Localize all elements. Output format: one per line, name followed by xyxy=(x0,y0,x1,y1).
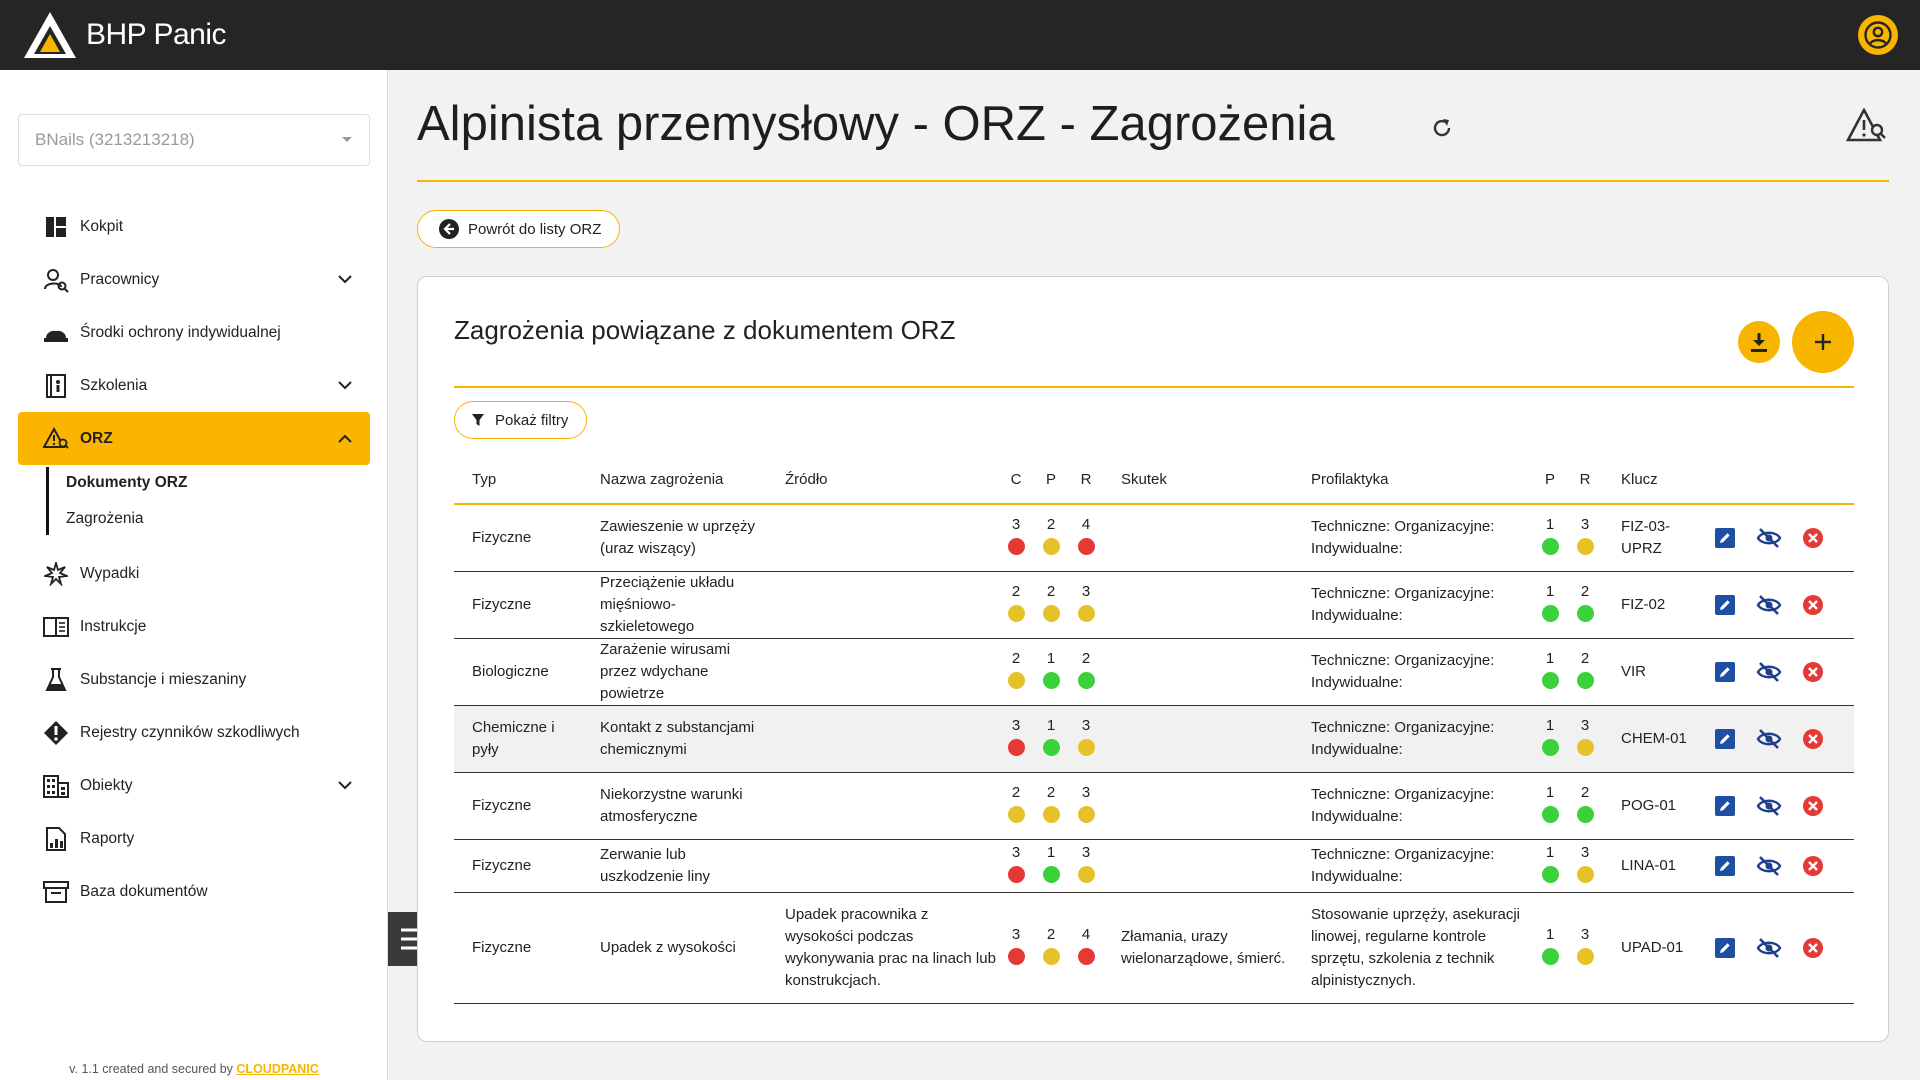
hide-button[interactable] xyxy=(1756,659,1782,685)
cell-r xyxy=(1069,892,1103,1003)
header-profilaktyka[interactable]: Profilaktyka xyxy=(1293,455,1533,504)
risk-dot-p xyxy=(1043,806,1060,823)
sidebar-item-substancje[interactable] xyxy=(18,653,370,706)
sidebar-item-label: Wypadki xyxy=(80,564,140,582)
edit-button[interactable] xyxy=(1712,525,1738,551)
edit-button[interactable] xyxy=(1712,726,1738,752)
cell-r-residual xyxy=(1567,839,1603,892)
value-r-residual: 3 xyxy=(1580,716,1590,734)
cell-profilaktyka: Stosowanie uprzęży, asekuracji linowej, regularne kontrole sprzętu, szkolenia z technik alpinistycznych. xyxy=(1293,892,1533,1003)
threats-card xyxy=(417,276,1889,1042)
value-p: 1 xyxy=(1046,649,1056,667)
cell-p-residual xyxy=(1533,705,1567,772)
risk-dot-p xyxy=(1043,672,1060,689)
cell-actions xyxy=(1688,772,1854,839)
sidebar-item-kokpit[interactable] xyxy=(18,200,370,253)
row-actions xyxy=(1706,659,1854,685)
row-actions xyxy=(1706,793,1854,819)
chevron-down-icon xyxy=(338,275,352,284)
header-zrodlo[interactable]: Źródło xyxy=(767,455,999,504)
sidebar-item-label: Pracownicy xyxy=(80,270,160,288)
cell-typ: Biologiczne xyxy=(454,638,582,705)
risk-dot-r-residual xyxy=(1577,739,1594,756)
risk-dot-p-residual xyxy=(1542,605,1559,622)
cell-actions xyxy=(1688,892,1854,1003)
table-row xyxy=(454,705,1854,772)
arrow-left-circle-icon xyxy=(438,218,460,240)
refresh-icon[interactable] xyxy=(1430,116,1454,140)
sidebar-item-orz[interactable] xyxy=(18,412,370,465)
cell-r-residual xyxy=(1567,772,1603,839)
cell-nazwa: Niekorzystne warunki atmosferyczne xyxy=(582,772,767,839)
header-r-residual[interactable]: R xyxy=(1567,455,1603,504)
eye-off-icon xyxy=(1756,594,1782,616)
archive-icon xyxy=(42,878,70,906)
submenu-item-dokumenty-orz[interactable]: Dokumenty ORZ xyxy=(66,474,188,491)
row-actions xyxy=(1706,592,1854,618)
close-circle-icon xyxy=(1802,795,1824,817)
orz-submenu xyxy=(18,465,370,537)
cell-skutek: Złamania, urazy wielonarządowe, śmierć. xyxy=(1103,892,1293,1003)
value-r-residual: 3 xyxy=(1580,843,1590,861)
risk-dot-p xyxy=(1043,739,1060,756)
cell-p-residual xyxy=(1533,571,1567,638)
sidebar-item-label: Raporty xyxy=(80,829,135,847)
row-actions xyxy=(1706,853,1854,879)
risk-dot-r xyxy=(1078,866,1095,883)
risk-dot-c xyxy=(1008,672,1025,689)
cell-klucz: VIR xyxy=(1603,638,1688,705)
cell-actions xyxy=(1688,504,1854,571)
edit-icon xyxy=(1715,662,1735,682)
hide-button[interactable] xyxy=(1756,525,1782,551)
cell-typ: Chemiczne i pyły xyxy=(454,705,582,772)
threats-table xyxy=(454,455,1854,1004)
caret-down-icon xyxy=(341,136,353,144)
cell-klucz: POG-01 xyxy=(1603,772,1688,839)
edit-icon xyxy=(1715,528,1735,548)
header-r[interactable]: R xyxy=(1069,455,1103,504)
cloudpanic-link[interactable]: CLOUDPANIC xyxy=(236,1062,319,1076)
row-actions xyxy=(1706,935,1854,961)
accident-icon xyxy=(42,560,70,588)
back-button-label: Powrót do listy ORZ xyxy=(468,220,602,238)
sidebar-item-label: Substancje i mieszaniny xyxy=(80,670,247,688)
value-r: 4 xyxy=(1081,925,1091,943)
user-account-button[interactable] xyxy=(1858,15,1898,55)
value-p-residual: 1 xyxy=(1545,925,1555,943)
table-header-row xyxy=(454,455,1854,504)
edit-button[interactable] xyxy=(1712,793,1738,819)
sidebar-item-rejestry[interactable] xyxy=(18,706,370,759)
helmet-icon xyxy=(42,319,70,347)
edit-icon xyxy=(1715,938,1735,958)
value-p: 2 xyxy=(1046,783,1056,801)
delete-button[interactable] xyxy=(1800,592,1826,618)
cell-r-residual xyxy=(1567,504,1603,571)
header-p[interactable]: P xyxy=(1033,455,1069,504)
top-bar xyxy=(0,0,1920,70)
sidebar-item-srodki-ochrony[interactable] xyxy=(18,306,370,359)
edit-button[interactable] xyxy=(1712,592,1738,618)
row-actions xyxy=(1706,525,1854,551)
header-klucz[interactable]: Klucz xyxy=(1603,455,1688,504)
risk-dot-c xyxy=(1008,948,1025,965)
cell-profilaktyka: Techniczne: Organizacyjne: Indywidualne: xyxy=(1293,571,1533,638)
training-book-icon xyxy=(42,372,70,400)
sidebar-item-instrukcje[interactable] xyxy=(18,600,370,653)
risk-dot-c xyxy=(1008,806,1025,823)
sidebar-item-label: Szkolenia xyxy=(80,376,148,394)
value-r: 3 xyxy=(1081,716,1091,734)
cell-p xyxy=(1033,839,1069,892)
cell-profilaktyka: Techniczne: Organizacyjne: Indywidualne: xyxy=(1293,839,1533,892)
cell-p xyxy=(1033,892,1069,1003)
risk-dot-r-residual xyxy=(1577,948,1594,965)
sidebar-item-label: Obiekty xyxy=(80,776,133,794)
sidebar-nav xyxy=(18,200,370,918)
company-select[interactable] xyxy=(18,114,370,166)
cell-p xyxy=(1033,504,1069,571)
risk-dot-p xyxy=(1043,605,1060,622)
hide-button[interactable] xyxy=(1756,592,1782,618)
card-title: Zagrożenia powiązane z dokumentem ORZ xyxy=(454,315,956,345)
header-nazwa[interactable]: Nazwa zagrożenia xyxy=(582,455,767,504)
eye-off-icon xyxy=(1756,527,1782,549)
cell-typ: Fizyczne xyxy=(454,571,582,638)
table-body xyxy=(454,504,1854,1003)
warning-icon xyxy=(42,425,70,453)
risk-dot-p xyxy=(1043,948,1060,965)
cell-r-residual xyxy=(1567,571,1603,638)
page-title: Alpinista przemysłowy - ORZ - Zagrożenia xyxy=(417,97,1335,151)
value-r: 3 xyxy=(1081,843,1091,861)
table-row xyxy=(454,839,1854,892)
close-circle-icon xyxy=(1802,937,1824,959)
cell-c xyxy=(999,839,1033,892)
delete-button[interactable] xyxy=(1800,659,1826,685)
value-r-residual: 2 xyxy=(1580,582,1590,600)
eye-off-icon xyxy=(1756,728,1782,750)
eye-off-icon xyxy=(1756,855,1782,877)
close-circle-icon xyxy=(1802,527,1824,549)
eye-off-icon xyxy=(1756,795,1782,817)
header-actions xyxy=(1688,455,1854,504)
sidebar-item-pracownicy[interactable] xyxy=(18,253,370,306)
cell-profilaktyka: Techniczne: Organizacyjne: Indywidualne: xyxy=(1293,772,1533,839)
download-icon xyxy=(1749,331,1769,353)
cell-r xyxy=(1069,504,1103,571)
show-filters-button[interactable] xyxy=(454,401,587,439)
risk-dot-p-residual xyxy=(1542,672,1559,689)
sidebar-item-wypadki[interactable] xyxy=(18,547,370,600)
risk-dot-r-residual xyxy=(1577,605,1594,622)
value-p: 2 xyxy=(1046,582,1056,600)
cell-zrodlo xyxy=(767,504,999,571)
risk-dot-p-residual xyxy=(1542,538,1559,555)
sidebar-item-label: Środki ochrony indywidualnej xyxy=(80,323,281,341)
risk-dot-p-residual xyxy=(1542,739,1559,756)
cell-skutek xyxy=(1103,839,1293,892)
close-circle-icon xyxy=(1802,594,1824,616)
risk-dot-r-residual xyxy=(1577,538,1594,555)
risk-dot-r xyxy=(1078,538,1095,555)
building-icon xyxy=(42,772,70,800)
value-c: 3 xyxy=(1011,843,1021,861)
cell-r xyxy=(1069,772,1103,839)
eye-off-icon xyxy=(1756,661,1782,683)
hide-button[interactable] xyxy=(1756,726,1782,752)
risk-dot-c xyxy=(1008,739,1025,756)
filter-icon xyxy=(471,413,485,427)
version-footer xyxy=(0,1062,388,1076)
cell-klucz: UPAD-01 xyxy=(1603,892,1688,1003)
cell-r-residual xyxy=(1567,705,1603,772)
cell-p-residual xyxy=(1533,839,1567,892)
value-r-residual: 2 xyxy=(1580,649,1590,667)
delete-button[interactable] xyxy=(1800,525,1826,551)
cell-klucz: FIZ-02 xyxy=(1603,571,1688,638)
add-threat-button[interactable] xyxy=(1792,311,1854,373)
header-skutek[interactable]: Skutek xyxy=(1103,455,1293,504)
sidebar-item-label: ORZ xyxy=(80,429,113,447)
delete-button[interactable] xyxy=(1800,853,1826,879)
book-open-icon xyxy=(42,613,70,641)
close-circle-icon xyxy=(1802,728,1824,750)
users-search-icon xyxy=(42,266,70,294)
value-p-residual: 1 xyxy=(1545,783,1555,801)
cell-r xyxy=(1069,839,1103,892)
sidebar-item-baza-dokumentow[interactable] xyxy=(18,865,370,918)
hide-button[interactable] xyxy=(1756,793,1782,819)
edit-button[interactable] xyxy=(1712,659,1738,685)
risk-dot-p-residual xyxy=(1542,948,1559,965)
cell-nazwa: Zawieszenie w uprzęży (uraz wiszący) xyxy=(582,504,767,571)
sidebar-item-label: Instrukcje xyxy=(80,617,147,635)
risk-dot-r xyxy=(1078,948,1095,965)
edit-button[interactable] xyxy=(1712,935,1738,961)
cell-skutek xyxy=(1103,772,1293,839)
cell-skutek xyxy=(1103,705,1293,772)
header-typ[interactable]: Typ xyxy=(454,455,582,504)
cell-typ: Fizyczne xyxy=(454,772,582,839)
cell-r-residual xyxy=(1567,638,1603,705)
risk-dot-r-residual xyxy=(1577,866,1594,883)
filter-button-label: Pokaż filtry xyxy=(495,411,569,429)
edit-icon xyxy=(1715,856,1735,876)
cell-p xyxy=(1033,772,1069,839)
company-select-value: BNails (3213213218) xyxy=(35,130,195,149)
risk-dot-p-residual xyxy=(1542,866,1559,883)
table-row xyxy=(454,892,1854,1003)
flask-icon xyxy=(42,666,70,694)
close-circle-icon xyxy=(1802,661,1824,683)
value-p: 1 xyxy=(1046,716,1056,734)
cell-c xyxy=(999,504,1033,571)
chevron-down-icon xyxy=(338,381,352,390)
risk-dot-c xyxy=(1008,866,1025,883)
value-r-residual: 3 xyxy=(1580,515,1590,533)
cell-nazwa: Kontakt z substancjami chemicznymi xyxy=(582,705,767,772)
cell-p-residual xyxy=(1533,504,1567,571)
value-c: 3 xyxy=(1011,925,1021,943)
cell-c xyxy=(999,772,1033,839)
cell-zrodlo xyxy=(767,772,999,839)
cell-r xyxy=(1069,571,1103,638)
risk-dot-r-residual xyxy=(1577,806,1594,823)
sidebar xyxy=(0,70,388,1080)
risk-dot-r xyxy=(1078,605,1095,622)
value-p-residual: 1 xyxy=(1545,716,1555,734)
submenu-item-zagrozenia[interactable]: Zagrożenia xyxy=(66,510,144,527)
cell-nazwa: Zarażenie wirusami przez wdychane powietrze xyxy=(582,638,767,705)
cell-actions xyxy=(1688,638,1854,705)
cell-zrodlo xyxy=(767,571,999,638)
edit-button[interactable] xyxy=(1712,853,1738,879)
cell-profilaktyka: Techniczne: Organizacyjne: Indywidualne: xyxy=(1293,504,1533,571)
risk-dot-p xyxy=(1043,538,1060,555)
chevron-down-icon xyxy=(338,781,352,790)
cell-actions xyxy=(1688,705,1854,772)
value-r-residual: 3 xyxy=(1580,925,1590,943)
sidebar-item-label: Kokpit xyxy=(80,217,124,235)
close-circle-icon xyxy=(1802,855,1824,877)
table-row xyxy=(454,571,1854,638)
logo-icon xyxy=(22,10,78,60)
cell-actions xyxy=(1688,839,1854,892)
cell-zrodlo: Upadek pracownika z wysokości podczas wykonywania prac na linach lub konstrukcjach. xyxy=(767,892,999,1003)
title-divider xyxy=(417,180,1889,182)
cell-nazwa: Upadek z wysokości xyxy=(582,892,767,1003)
risk-dot-c xyxy=(1008,605,1025,622)
card-divider xyxy=(454,386,1854,388)
dashboard-icon xyxy=(42,213,70,241)
cell-zrodlo xyxy=(767,705,999,772)
delete-button[interactable] xyxy=(1800,726,1826,752)
cell-p xyxy=(1033,638,1069,705)
eye-off-icon xyxy=(1756,937,1782,959)
edit-icon xyxy=(1715,729,1735,749)
cell-p xyxy=(1033,705,1069,772)
cell-c xyxy=(999,571,1033,638)
risk-dot-c xyxy=(1008,538,1025,555)
cell-r-residual xyxy=(1567,892,1603,1003)
alert-diamond-icon xyxy=(42,719,70,747)
value-r: 2 xyxy=(1081,649,1091,667)
value-r-residual: 2 xyxy=(1580,783,1590,801)
risk-dot-p-residual xyxy=(1542,806,1559,823)
cell-r xyxy=(1069,638,1103,705)
value-r: 4 xyxy=(1081,515,1091,533)
value-r: 3 xyxy=(1081,783,1091,801)
cell-c xyxy=(999,892,1033,1003)
table-row xyxy=(454,638,1854,705)
cell-p-residual xyxy=(1533,892,1567,1003)
cell-nazwa: Przeciążenie układu mięśniowo-szkieletowego xyxy=(582,571,767,638)
cell-c xyxy=(999,638,1033,705)
cell-p xyxy=(1033,571,1069,638)
risk-dot-r xyxy=(1078,672,1095,689)
cell-skutek xyxy=(1103,504,1293,571)
value-c: 2 xyxy=(1011,582,1021,600)
download-button[interactable] xyxy=(1738,321,1780,363)
delete-button[interactable] xyxy=(1800,935,1826,961)
cell-nazwa: Zerwanie lub uszkodzenie liny xyxy=(582,839,767,892)
value-r: 3 xyxy=(1081,582,1091,600)
app-logo[interactable] xyxy=(22,10,226,60)
cell-zrodlo xyxy=(767,638,999,705)
risk-dot-r xyxy=(1078,739,1095,756)
value-p: 1 xyxy=(1046,843,1056,861)
cell-typ: Fizyczne xyxy=(454,839,582,892)
row-actions xyxy=(1706,726,1854,752)
sidebar-item-szkolenia[interactable] xyxy=(18,359,370,412)
delete-button[interactable] xyxy=(1800,793,1826,819)
plus-icon xyxy=(1813,332,1833,352)
value-p-residual: 1 xyxy=(1545,843,1555,861)
cell-p-residual xyxy=(1533,638,1567,705)
risk-dot-r-residual xyxy=(1577,672,1594,689)
cell-klucz: CHEM-01 xyxy=(1603,705,1688,772)
sidebar-item-label: Rejestry czynników szkodliwych xyxy=(80,723,300,741)
cell-zrodlo xyxy=(767,839,999,892)
cell-profilaktyka: Techniczne: Organizacyjne: Indywidualne: xyxy=(1293,638,1533,705)
value-c: 2 xyxy=(1011,783,1021,801)
value-p: 2 xyxy=(1046,515,1056,533)
value-p: 2 xyxy=(1046,925,1056,943)
table-row xyxy=(454,772,1854,839)
warning-search-icon[interactable] xyxy=(1846,108,1888,144)
sidebar-item-obiekty[interactable] xyxy=(18,759,370,812)
value-p-residual: 1 xyxy=(1545,649,1555,667)
app-name: BHP Panic xyxy=(86,18,227,51)
hide-button[interactable] xyxy=(1756,935,1782,961)
cell-p-residual xyxy=(1533,772,1567,839)
hide-button[interactable] xyxy=(1756,853,1782,879)
cell-r xyxy=(1069,705,1103,772)
chevron-up-icon xyxy=(338,434,352,443)
value-p-residual: 1 xyxy=(1545,582,1555,600)
cell-actions xyxy=(1688,571,1854,638)
cell-typ: Fizyczne xyxy=(454,892,582,1003)
header-c[interactable]: C xyxy=(999,455,1033,504)
sidebar-item-label: Baza dokumentów xyxy=(80,882,208,900)
report-icon xyxy=(42,825,70,853)
sidebar-item-raporty[interactable] xyxy=(18,812,370,865)
user-circle-icon xyxy=(1863,20,1893,50)
edit-icon xyxy=(1715,796,1735,816)
cell-typ: Fizyczne xyxy=(454,504,582,571)
value-c: 3 xyxy=(1011,716,1021,734)
cell-profilaktyka: Techniczne: Organizacyjne: Indywidualne: xyxy=(1293,705,1533,772)
risk-dot-r xyxy=(1078,806,1095,823)
value-c: 2 xyxy=(1011,649,1021,667)
cell-skutek xyxy=(1103,571,1293,638)
cell-klucz: FIZ-03-UPRZ xyxy=(1603,504,1688,571)
header-p-residual[interactable]: P xyxy=(1533,455,1567,504)
edit-icon xyxy=(1715,595,1735,615)
cell-klucz: LINA-01 xyxy=(1603,839,1688,892)
risk-dot-p xyxy=(1043,866,1060,883)
version-text: v. 1.1 created and secured by xyxy=(69,1062,237,1076)
table-row xyxy=(454,504,1854,571)
cell-skutek xyxy=(1103,638,1293,705)
value-p-residual: 1 xyxy=(1545,515,1555,533)
cell-c xyxy=(999,705,1033,772)
back-to-orz-list-button[interactable] xyxy=(417,210,620,248)
value-c: 3 xyxy=(1011,515,1021,533)
